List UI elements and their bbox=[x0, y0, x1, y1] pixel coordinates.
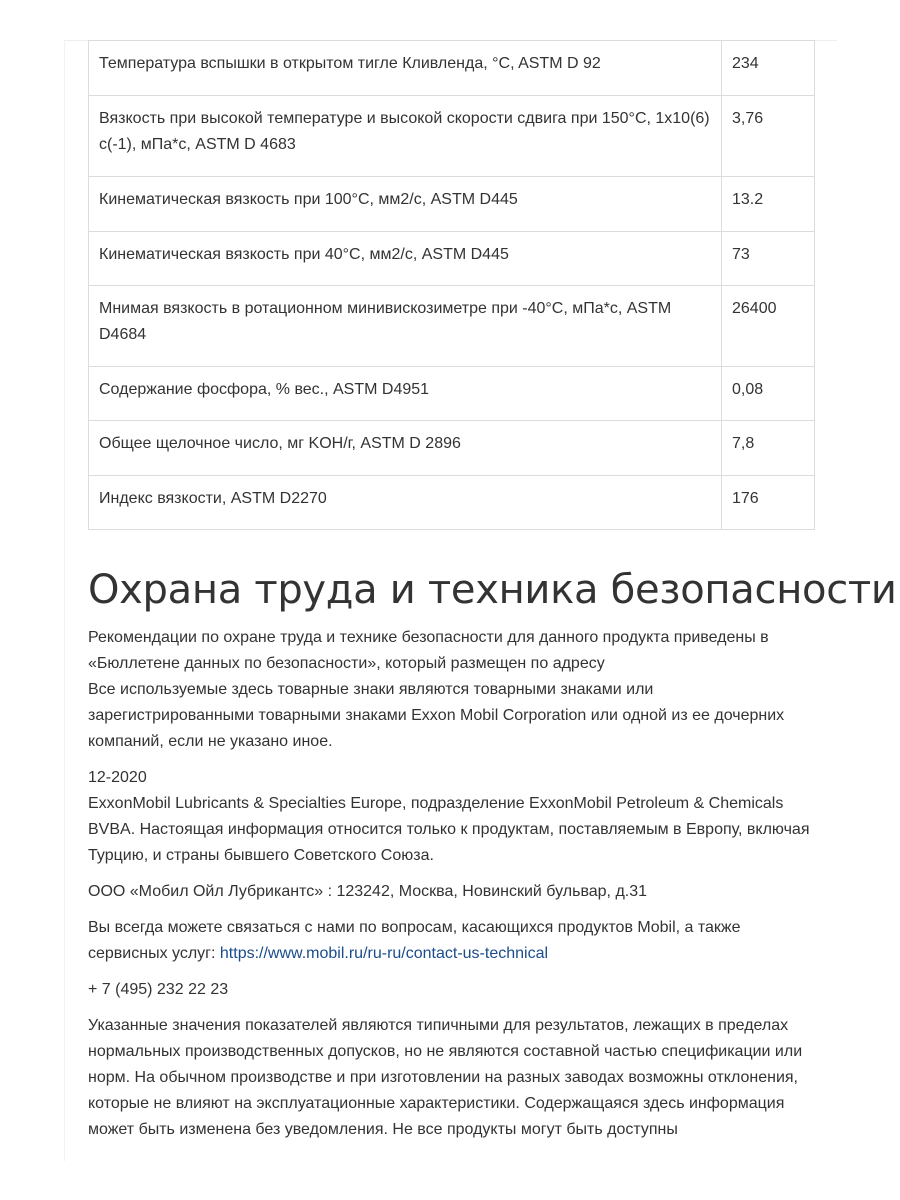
spec-name: Температура вспышки в открытом тигле Кливленда, °C, ASTM D 92 bbox=[89, 41, 722, 96]
trademark-note: Все используемые здесь товарные знаки являются товарными знаками или зарегистрированными товарными знаками Exxon Mobil Corporation или одной из ее дочерних компаний, если не указано иное. bbox=[88, 681, 785, 750]
spec-name: Мнимая вязкость в ротационном минивискозиметре при -40°C, мПа*с, ASTM D4684 bbox=[89, 286, 722, 367]
section-heading: Охрана труда и техника безопасности bbox=[88, 567, 897, 613]
table-row bbox=[89, 367, 815, 421]
table-row bbox=[89, 421, 815, 476]
revision-date: 12-2020 bbox=[88, 769, 147, 786]
spec-value: 3,76 bbox=[722, 96, 815, 177]
table-row bbox=[89, 476, 815, 530]
spec-value: 26400 bbox=[722, 286, 815, 367]
spec-name: Содержание фосфора, % вес., ASTM D4951 bbox=[89, 367, 722, 421]
table-row bbox=[89, 286, 815, 367]
spec-value: 176 bbox=[722, 476, 815, 530]
table-row bbox=[89, 232, 815, 286]
safety-intro: Рекомендации по охране труда и технике безопасности для данного продукта приведены в «Бюллетене данных по безопасности», который размещен по адресу bbox=[88, 629, 769, 672]
contact-link[interactable]: https://www.mobil.ru/ru-ru/contact-us-technical bbox=[219, 945, 549, 962]
contact-paragraph bbox=[88, 915, 818, 967]
company-info: ExxonMobil Lubricants & Specialties Europe, подразделение ExxonMobil Petroleum & Chemicals BVBA. Настоящая информация относится только к продуктам, поставляемым в Европу, включая Турцию, и страны бывшего Советского Союза. bbox=[88, 795, 810, 864]
spec-value: 234 bbox=[722, 41, 815, 96]
spec-value: 7,8 bbox=[722, 421, 815, 476]
contact-text: Вы всегда можете связаться с нами по вопросам, касающихся продуктов Mobil, а также сервисных услуг: bbox=[88, 919, 741, 962]
spec-value: 13.2 bbox=[722, 177, 815, 232]
spec-name: Кинематическая вязкость при 100°C, мм2/с, ASTM D445 bbox=[89, 177, 722, 232]
spec-value: 0,08 bbox=[722, 367, 815, 421]
spec-name: Кинематическая вязкость при 40°C, мм2/с, ASTM D445 bbox=[89, 232, 722, 286]
disclaimer-text: Указанные значения показателей являются типичными для результатов, лежащих в пределах нормальных производственных допусков, но не являются составной частью спецификации или норм. На обычном производстве и при изготовлении на разных заводах возможны отклонения, которые не влияют на эксплуатационные характеристики. Содержащаяся здесь информация может быть изменена без уведомления. Не все продукты могут быть доступны bbox=[88, 1017, 803, 1138]
table-row bbox=[89, 96, 815, 177]
phone-number: + 7 (495) 232 22 23 bbox=[88, 981, 229, 998]
spec-name: Индекс вязкости, ASTM D2270 bbox=[89, 476, 722, 530]
spec-value: 73 bbox=[722, 232, 815, 286]
table-row bbox=[89, 177, 815, 232]
company-address: ООО «Мобил Ойл Лубрикантс» : 123242, Москва, Новинский бульвар, д.31 bbox=[88, 883, 648, 900]
spec-name: Общее щелочное число, мг KOH/г, ASTM D 2896 bbox=[89, 421, 722, 476]
table-row bbox=[89, 41, 815, 96]
safety-section bbox=[88, 625, 818, 1153]
spec-name: Вязкость при высокой температуре и высокой скорости сдвига при 150°C, 1x10(6) с(-1), мПа*с, ASTM D 4683 bbox=[89, 96, 722, 177]
specs-table bbox=[88, 40, 815, 530]
